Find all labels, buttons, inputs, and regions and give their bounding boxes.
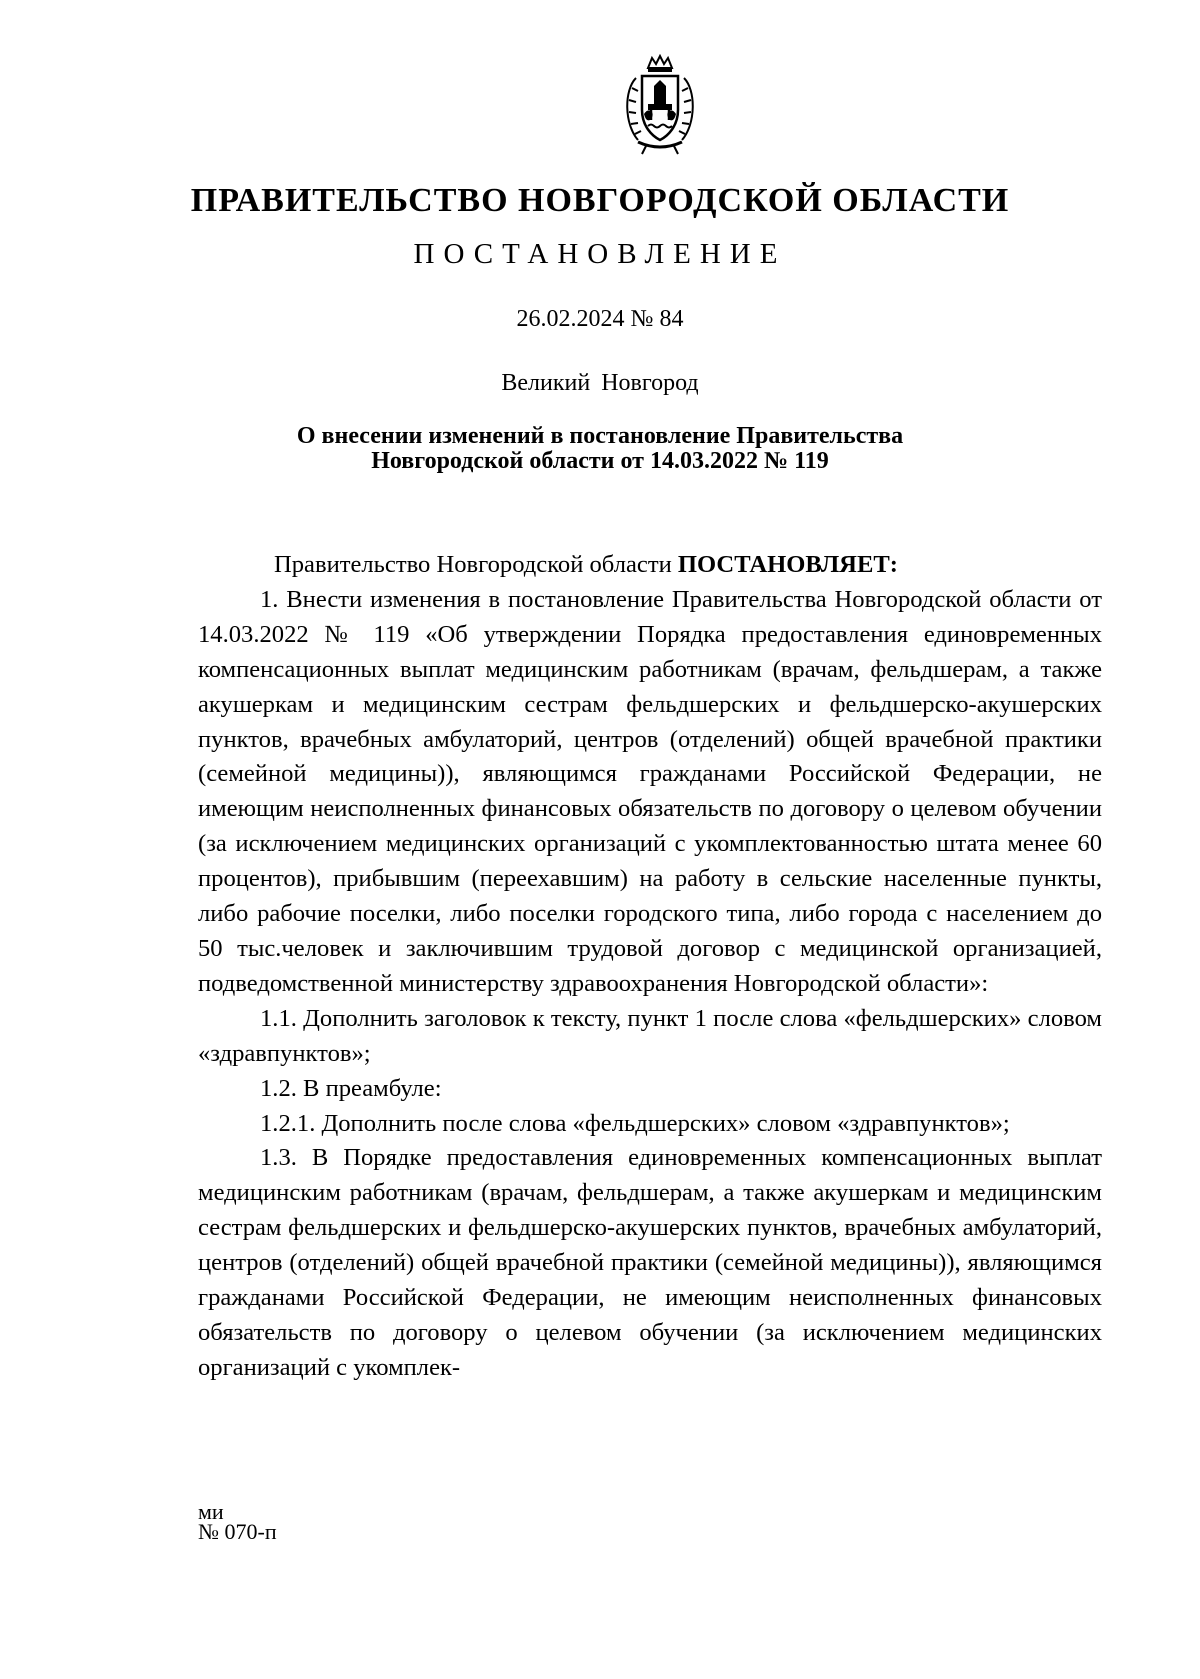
document-footer [198, 1499, 277, 1544]
document-type: ПОСТАНОВЛЕНИЕ [413, 238, 787, 270]
document-body [198, 548, 1102, 1386]
paragraph-1-1: 1.1. Дополнить заголовок к тексту, пункт 1 после слова «фельдшерских» словом «здравпунктов»; [198, 1004, 1102, 1067]
paragraph-1-2-1: 1.2.1. Дополнить после слова «фельдшерских» словом «здравпунктов»; [260, 1109, 1010, 1137]
intro-resolves: ПОСТАНОВЛЯЕТ: [677, 551, 898, 578]
footer-initials: ми [198, 1499, 224, 1524]
subject-line-1: О внесении изменений в постановление Правительства [296, 423, 904, 449]
intro-paragraph [198, 548, 1102, 583]
paragraph-1-2: 1.2. В преамбуле: [260, 1074, 442, 1102]
subject-line-2: Новгородской области от 14.03.2022 № 119 [371, 448, 829, 474]
document-city: Великий Новгород [501, 370, 699, 396]
intro-text: Правительство Новгородской области [274, 551, 678, 578]
document-subject [0, 424, 1200, 474]
document-date-number: 26.02.2024 № 84 [516, 306, 684, 332]
paragraph-1: 1. Внести изменения в постановление Правительства Новгородской области от 14.03.2022 № 119 «Об утверждении Порядка предоставления единовременных компенсационных выплат медицинским работникам (врачам, фельдшерам, а также акушеркам и медицинским сестрам фельдшерских и фельдшерско-акушерских пунктов, врачебных амбулаторий, центров (отделений) общей врачебной практики (семейной медицины)), являющимся гражданами Российской Федерации, не имеющим неисполненных финансовых обязательств по договору о целевом обучении (за исключением медицинских организаций с укомплектованностью штата менее 60 процентов), прибывшим (переехавшим) на работу в сельские населенные пункты, либо рабочие поселки, либо поселки городского типа, либо города с населением до 50 тыс.человек и заключившим трудовой договор с медицинской организацией, подведомственной министерству здравоохранения Новгородской области»: [198, 585, 1102, 997]
footer-doc-code: № 070-п [198, 1519, 277, 1544]
paragraph-1-3: 1.3. В Порядке предоставления единовременных компенсационных выплат медицинским работникам (врачам, фельдшерам, а также акушеркам и медицинским сестрам фельдшерских и фельдшерско-акушерских пунктов, врачебных амбулаторий, центров (отделений) общей врачебной практики (семейной медицины)), являющимся гражданами Российской Федерации, не имеющим неисполненных финансовых обязательств по договору о целевом обучении (за исключением медицинских организаций с укомплек- [198, 1144, 1102, 1381]
coat-of-arms-icon [618, 54, 702, 156]
organization-title: ПРАВИТЕЛЬСТВО НОВГОРОДСКОЙ ОБЛАСТИ [190, 182, 1010, 219]
